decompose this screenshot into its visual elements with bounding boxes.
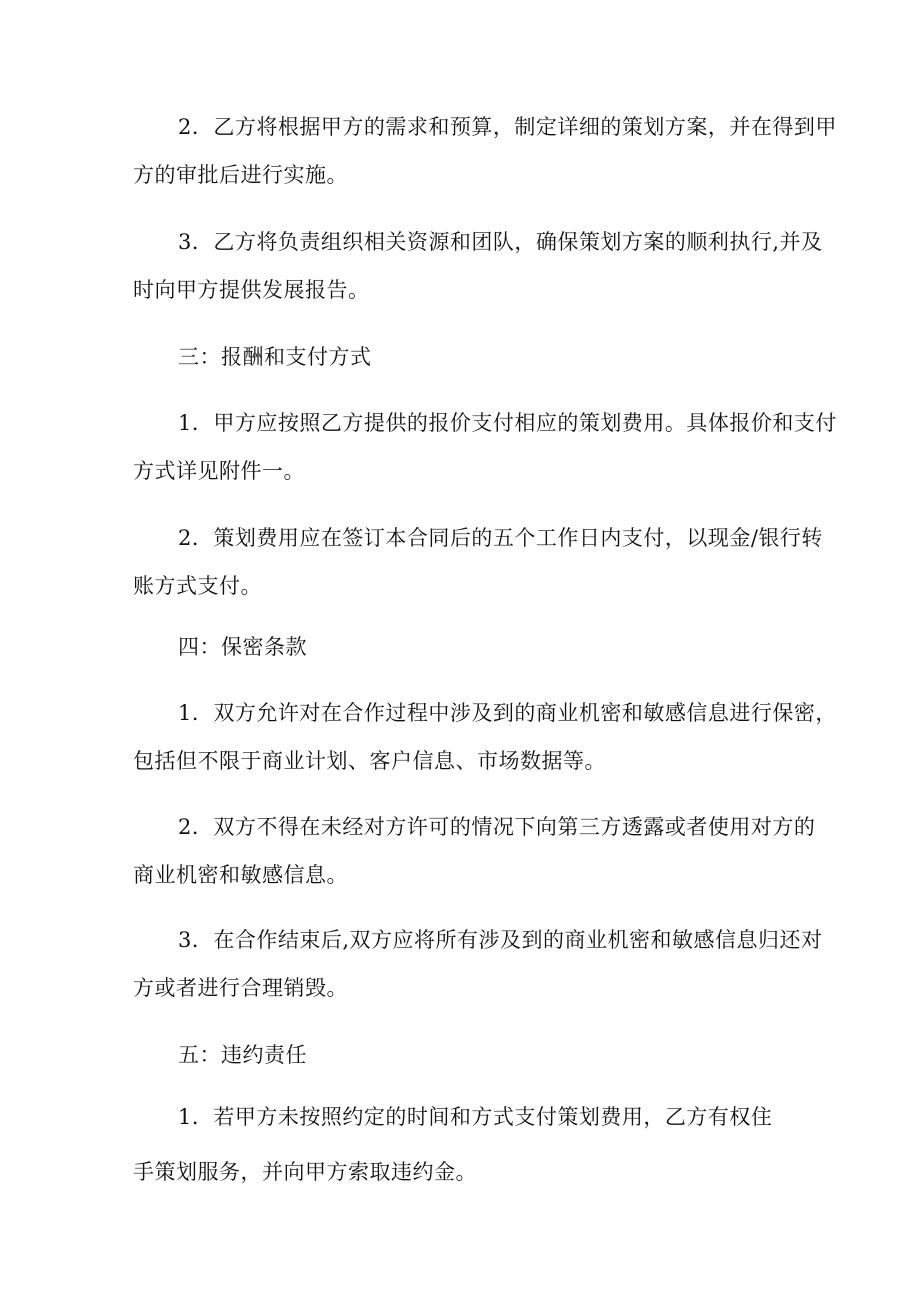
section4-item1-line2: 包括但不限于商业计划、客户信息、市场数据等。: [133, 749, 606, 773]
section2-item2-line1: 2．乙方将根据甲方的需求和预算，制定详细的策划方案，并在得到甲: [178, 115, 837, 139]
section3-item1-line2: 方式详见附件一。: [133, 459, 305, 483]
section2-item2-line2: 方的审批后进行实施。: [133, 163, 348, 187]
section2-item3-line1: 3．乙方将负责组织相关资源和团队，确保策划方案的顺利执行,并及: [178, 230, 823, 254]
section4-item2-line2: 商业机密和敏感信息。: [133, 863, 348, 887]
section3-item2-line2: 账方式支付。: [133, 574, 262, 598]
section3-item2-line1: 2．策划费用应在签订本合同后的五个工作日内支付，以现金/银行转: [178, 526, 823, 550]
section5-heading: 五：违约责任: [178, 1043, 307, 1067]
section4-heading: 四：保密条款: [178, 635, 307, 659]
section4-item3-line2: 方或者进行合理销毁。: [133, 976, 348, 1000]
section3-heading: 三：报酬和支付方式: [178, 345, 372, 369]
section4-item1-line1: 1．双方允许对在合作过程中涉及到的商业机密和敏感信息进行保密，: [178, 701, 837, 725]
section4-item2-line1: 2．双方不得在未经对方许可的情况下向第三方透露或者使用对方的: [178, 815, 816, 839]
section3-item1-line1: 1．甲方应按照乙方提供的报价支付相应的策划费用。具体报价和支付: [178, 411, 837, 435]
section2-item3-line2: 时向甲方提供发展报告。: [133, 278, 370, 302]
section4-item3-line1: 3．在合作结束后,双方应将所有涉及到的商业机密和敏感信息归还对: [178, 928, 823, 952]
section5-item1-line2: 手策划服务，并向甲方索取违约金。: [133, 1160, 477, 1184]
section5-item1-line1: 1．若甲方未按照约定的时间和方式支付策划费用，乙方有权住: [178, 1105, 773, 1129]
